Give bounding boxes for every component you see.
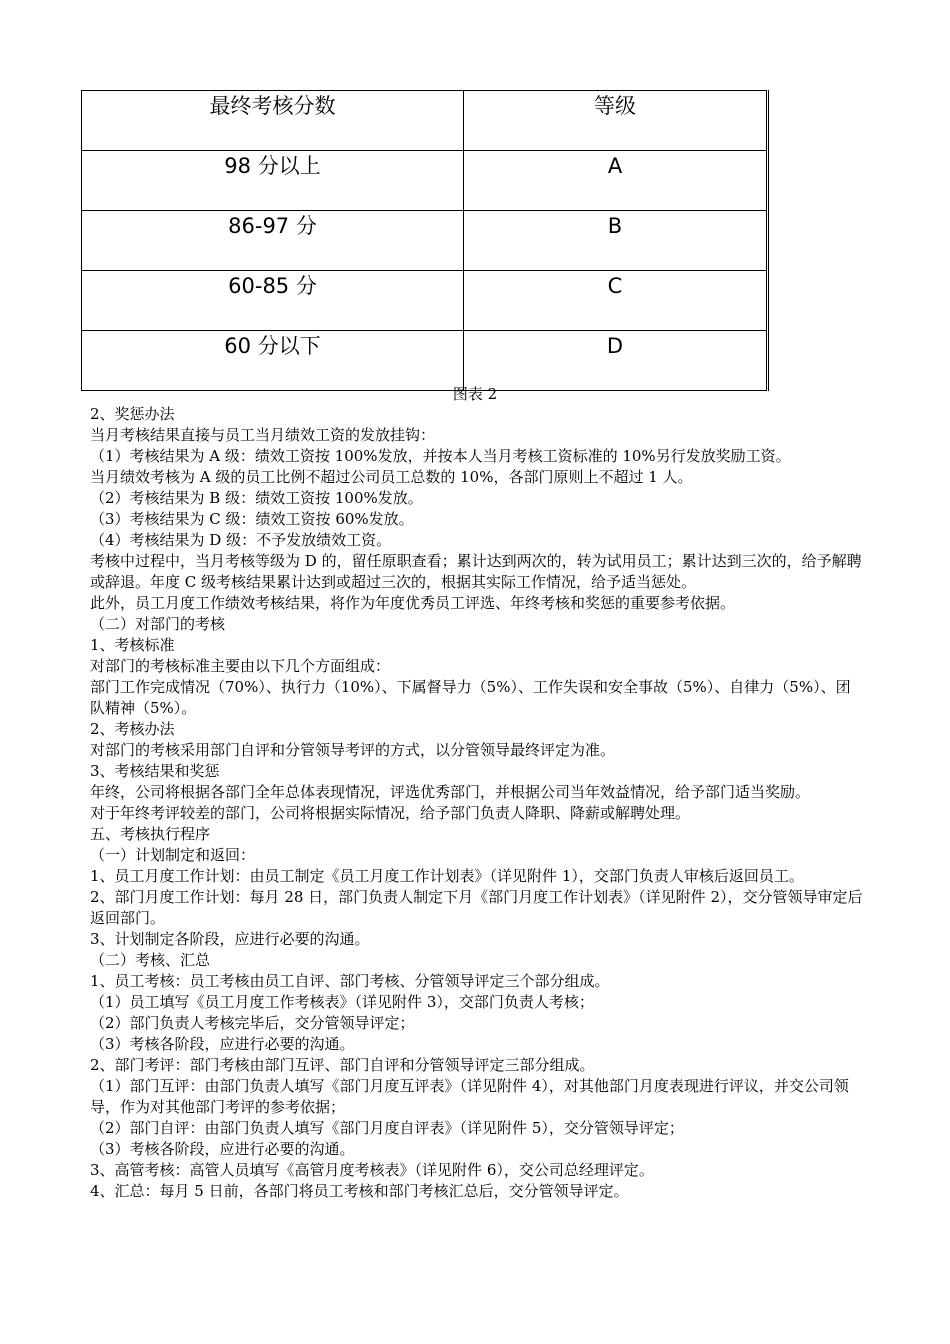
paragraph: 2、部门考评：部门考核由部门互评、部门自评和分管领导评定三部分组成。: [90, 1056, 595, 1074]
score-cell: 60 分以下: [82, 331, 464, 391]
table-row: [82, 211, 768, 271]
paragraph: 3、考核结果和奖惩: [90, 762, 220, 780]
paragraph: 2、部门月度工作计划：每月 28 日，部门负责人制定下月《部门月度工作计划表》（详见附件 2），交分管领导审定后返回部门。: [90, 888, 863, 927]
header-score: 最终考核分数: [82, 91, 464, 151]
paragraph: 考核中过程中，当月考核等级为 D 的，留任原职查看；累计达到两次的，转为试用员工；累计达到三次的，给予解聘或辞退。年度 C 级考核结果累计达到或超过三次的，根据其实际工作情况，给予适当惩处。: [90, 552, 862, 591]
paragraph: 对部门的考核标准主要由以下几个方面组成：: [90, 657, 391, 675]
header-grade: 等级: [464, 91, 768, 151]
paragraph: 1、员工月度工作计划：由员工制定《员工月度工作计划表》（详见附件 1），交部门负责人审核后返回员工。: [90, 867, 804, 885]
paragraph: 1、考核标准: [90, 636, 175, 654]
paragraph: （1）考核结果为 A 级：绩效工资按 100%发放，并按本人当月考核工资标准的 10%另行发放奖励工资。: [90, 447, 791, 465]
grade-cell: C: [464, 271, 768, 331]
paragraph: （2）部门自评：由部门负责人填写《部门月度自评表》（详见附件 5），交分管领导评定；: [90, 1119, 684, 1137]
paragraph: （3）考核结果为 C 级：绩效工资按 60%发放。: [90, 510, 414, 528]
paragraph: 3、计划制定各阶段，应进行必要的沟通。: [90, 930, 370, 948]
paragraph: 当月考核结果直接与员工当月绩效工资的发放挂钩：: [90, 426, 436, 444]
paragraph: （二）考核、汇总: [90, 951, 211, 969]
paragraph: 年终，公司将根据各部门全年总体表现情况，评选优秀部门，并根据公司当年效益情况，给予部门适当奖励。: [90, 783, 811, 801]
paragraph: 当月绩效考核为 A 级的员工比例不超过公司员工总数的 10%，各部门原则上不超过 1 人。: [90, 468, 693, 486]
grade-cell: B: [464, 211, 768, 271]
table-row: [82, 151, 768, 211]
paragraph: 1、员工考核：员工考核由员工自评、部门考核、分管领导评定三个部分组成。: [90, 972, 610, 990]
paragraph: （一）计划制定和返回：: [90, 846, 256, 864]
paragraph: （2）部门负责人考核完毕后，交分管领导评定；: [90, 1014, 415, 1032]
paragraph: （1）部门互评：由部门负责人填写《部门月度互评表》（详见附件 4），对其他部门月度表现进行评议，并交公司领导，作为对其他部门考评的参考依据；: [90, 1077, 849, 1116]
paragraph: （3）考核各阶段，应进行必要的沟通。: [90, 1035, 355, 1053]
paragraph: 3、高管考核：高管人员填写《高管月度考核表》（详见附件 6），交公司总经理评定。: [90, 1161, 654, 1179]
paragraph: 对于年终考评较差的部门，公司将根据实际情况，给予部门负责人降职、降薪或解聘处理。: [90, 804, 691, 822]
paragraph: （二）对部门的考核: [90, 615, 226, 633]
grade-table: [81, 90, 769, 391]
grade-cell: A: [464, 151, 768, 211]
score-cell: 86-97 分: [82, 211, 464, 271]
paragraph: 此外，员工月度工作绩效考核结果，将作为年度优秀员工评选、年终考核和奖惩的重要参考依据。: [90, 594, 736, 612]
paragraph: （2）考核结果为 B 级：绩效工资按 100%发放。: [90, 489, 423, 507]
paragraph: （3）考核各阶段，应进行必要的沟通。: [90, 1140, 355, 1158]
paragraph: 部门工作完成情况（70%）、执行力（10%）、下属督导力（5%）、工作失误和安全事故（5%）、自律力（5%）、团队精神（5%）。: [90, 678, 851, 717]
paragraph: 4、汇总：每月 5 日前，各部门将员工考核和部门考核汇总后，交分管领导评定。: [90, 1182, 629, 1200]
table-caption: 图表 2: [452, 385, 498, 403]
paragraph: 2、奖惩办法: [90, 405, 175, 423]
paragraph: 对部门的考核采用部门自评和分管领导考评的方式，以分管领导最终评定为准。: [90, 741, 616, 759]
paragraph: 五、考核执行程序: [90, 825, 211, 843]
grade-cell: D: [464, 331, 768, 391]
table-row: [82, 271, 768, 331]
paragraph: 2、考核办法: [90, 720, 175, 738]
paragraph: （1）员工填写《员工月度工作考核表》（详见附件 3），交部门负责人考核；: [90, 993, 594, 1011]
table-header-row: [82, 91, 768, 151]
document-body: [90, 404, 865, 1202]
paragraph: （4）考核结果为 D 级：不予发放绩效工资。: [90, 531, 392, 549]
score-cell: 98 分以上: [82, 151, 464, 211]
score-cell: 60-85 分: [82, 271, 464, 331]
table-row: [82, 331, 768, 391]
